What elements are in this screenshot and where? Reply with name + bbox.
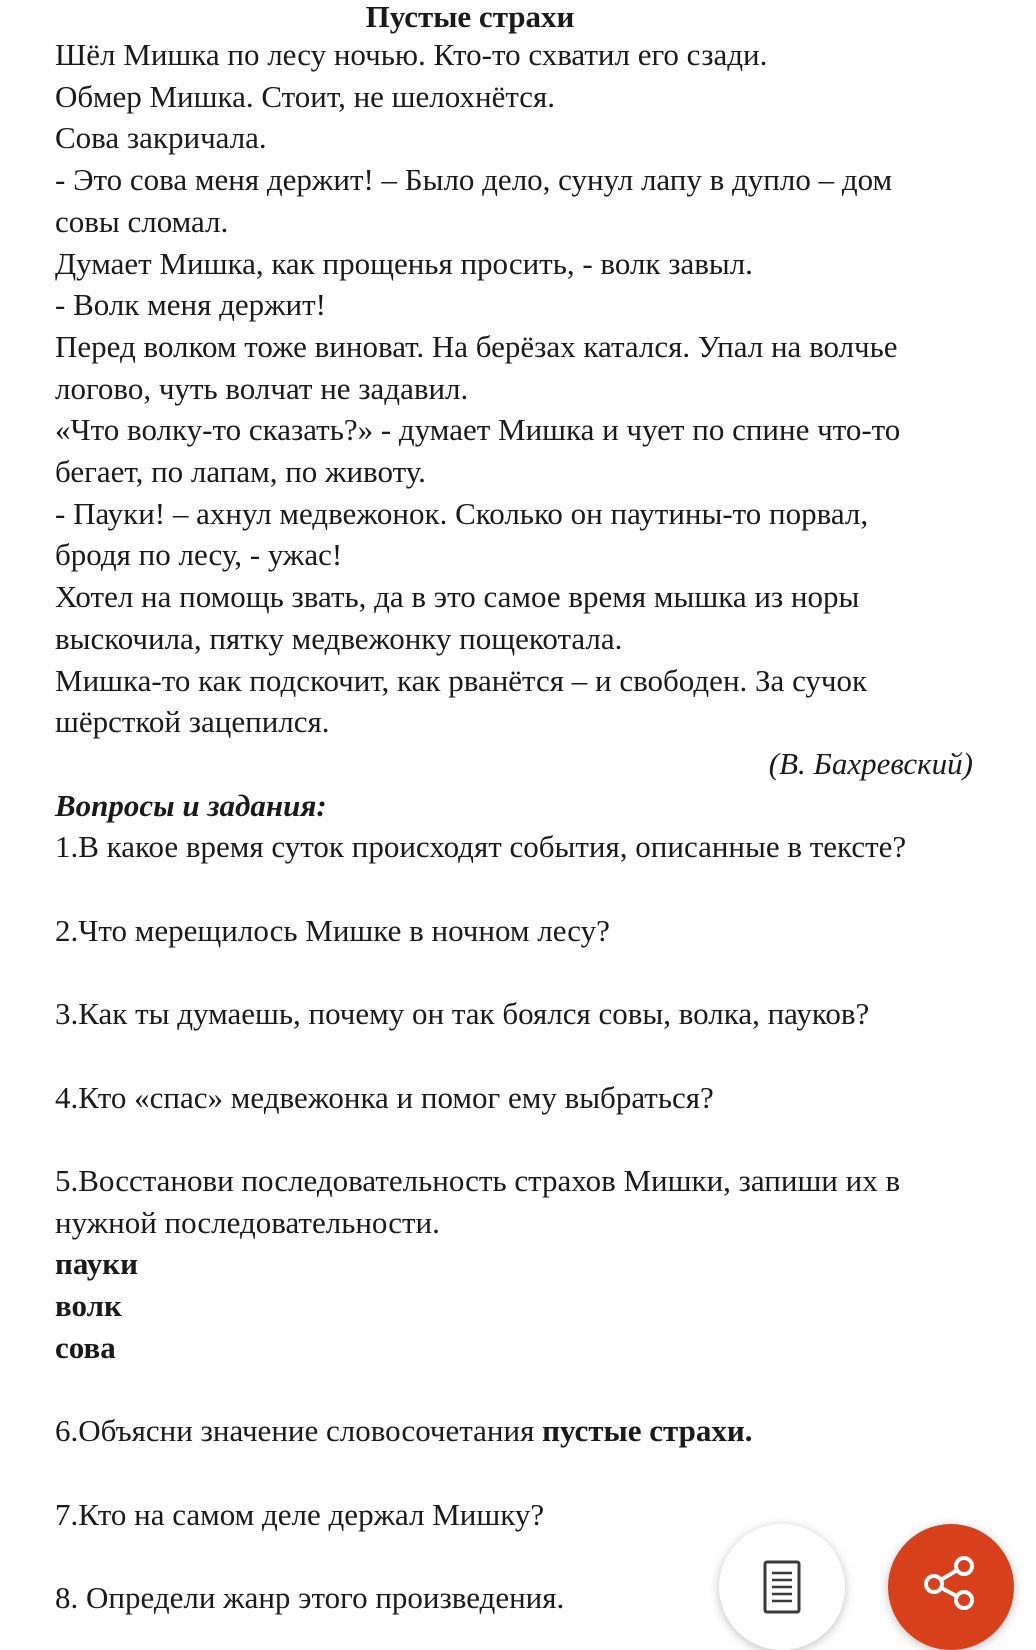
- question-5-line-2: нужной последовательности.: [55, 1204, 440, 1240]
- answer-space: [55, 1535, 985, 1577]
- story-line: бродя по лесу, - ужас!: [55, 537, 343, 573]
- story-line: Сова закричала.: [55, 120, 267, 156]
- fear-item: пауки: [55, 1246, 139, 1282]
- fear-item: волк: [55, 1288, 122, 1324]
- questions-section: [55, 785, 985, 1619]
- answer-space: [55, 1035, 985, 1077]
- story-title: Пустые страхи: [365, 0, 575, 34]
- question-2: 2.Что мерещилось Мишке в ночном лесу?: [55, 912, 610, 948]
- question-6-phrase: пустые страхи.: [542, 1413, 753, 1449]
- question-6: [55, 1410, 985, 1452]
- fear-item: сова: [55, 1329, 116, 1365]
- story-body: [55, 34, 985, 743]
- question-3: 3.Как ты думаешь, почему он так боялся совы, волка, пауков?: [55, 996, 870, 1032]
- story-line: - Волк меня держит!: [55, 287, 327, 323]
- answer-space: [55, 1452, 985, 1494]
- answer-space: [55, 868, 985, 910]
- story-line: Обмер Мишка. Стоит, не шелохнётся.: [55, 78, 556, 114]
- answer-space: [55, 1368, 985, 1410]
- story-line: Думает Мишка, как прощенья просить, - волк завыл.: [55, 245, 753, 281]
- share-button[interactable]: [888, 1524, 1014, 1650]
- story-line: совы сломал.: [55, 203, 229, 239]
- question-6-text: 6.Объясни значение словосочетания: [55, 1413, 543, 1449]
- share-icon: [920, 1554, 980, 1610]
- story-line: - Это сова меня держит! – Было дело, сунул лапу в дупло – дом: [55, 162, 893, 198]
- questions-heading: Вопросы и задания:: [55, 787, 327, 823]
- story-line: - Пауки! – ахнул медвежонок. Сколько он паутины-то порвал,: [55, 495, 869, 531]
- story-line: Перед волком тоже виноват. На берёзах катался. Упал на волчье: [55, 328, 898, 364]
- story-line: Мишка-то как подскочит, как рванётся – и свободен. За сучок: [55, 662, 868, 698]
- question-8: 8. Определи жанр этого произведения.: [55, 1579, 565, 1615]
- question-1: 1.В какое время суток происходят события, описанные в тексте?: [55, 829, 907, 865]
- story-line: «Что волку-то сказать?» - думает Мишка и чует по спине что-то: [55, 412, 901, 448]
- story-author: (В. Бахревский): [768, 745, 973, 781]
- story-line: логово, чуть волчат не задавил.: [55, 370, 469, 406]
- question-5-line-1: 5.Восстанови последовательность страхов Мишки, запиши их в: [55, 1162, 901, 1198]
- answer-space: [55, 951, 985, 993]
- story-line: выскочила, пятку медвежонку пощекотала.: [55, 620, 623, 656]
- document-button[interactable]: [719, 1524, 845, 1650]
- document-icon: [762, 1559, 802, 1615]
- story-line: шёрсткой зацепился.: [55, 704, 330, 740]
- story-line: Хотел на помощь звать, да в это самое время мышка из норы: [55, 579, 860, 615]
- question-4: 4.Кто «спас» медвежонка и помог ему выбраться?: [55, 1079, 714, 1115]
- document-page: [55, 0, 985, 1619]
- answer-space: [55, 1118, 985, 1160]
- story-line: Шёл Мишка по лесу ночью. Кто-то схватил его сзади.: [55, 37, 768, 72]
- question-7: 7.Кто на самом деле держал Мишку?: [55, 1496, 545, 1532]
- story-line: бегает, по лапам, по животу.: [55, 454, 426, 490]
